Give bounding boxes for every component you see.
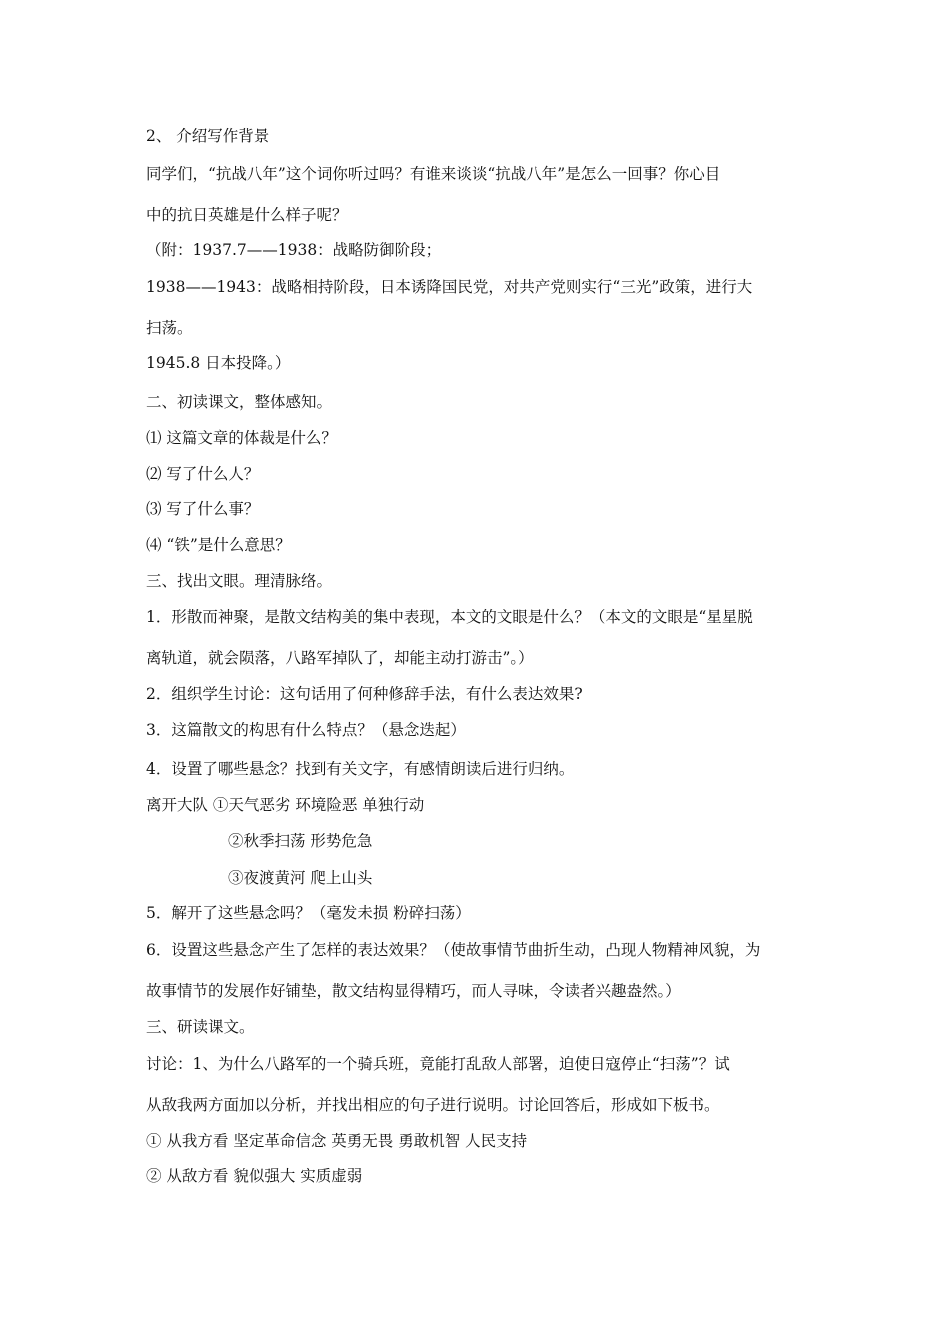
question-item: ⑶ 写了什么事？ [146,500,260,518]
board-summary-line: ② 从敌方看 貌似强大 实质虚弱 [146,1167,363,1185]
outline-line: ③夜渡黄河 爬上山头 [228,869,373,887]
paragraph-line: 同学们，“抗战八年”这个词你听过吗？有谁来谈谈“抗战八年”是怎么一回事？你心目 [146,165,721,183]
paragraph-line: （附：1937.7——1938：战略防御阶段； [146,241,442,259]
paragraph-line: 1945.8 日本投降。） [146,354,291,372]
paragraph-line: 从敌我两方面加以分析，并找出相应的句子进行说明。讨论回答后，形成如下板书。 [146,1096,720,1114]
paragraph-line: 1938——1943：战略相持阶段，日本诱降国民党，对共产党则实行“三光”政策，进行大 [146,278,753,296]
question-item: ⑷ “铁”是什么意思？ [146,536,291,554]
section-heading: 三、研读课文。 [146,1018,255,1036]
section-heading: 2、 介绍写作背景 [146,127,270,145]
paragraph-line: 6．设置这些悬念产生了怎样的表达效果？（使故事情节曲折生动，凸现人物精神风貌，为 [146,941,761,959]
paragraph-line: 5．解开了这些悬念吗？（毫发未损 粉碎扫荡） [146,904,471,922]
outline-line: 离开大队 ①天气恶劣 环境险恶 单独行动 [146,796,425,814]
question-item: ⑴ 这篇文章的体裁是什么？ [146,429,337,447]
outline-line: ②秋季扫荡 形势危急 [228,832,373,850]
paragraph-line: 离轨道，就会陨落，八路军掉队了，却能主动打游击”。） [146,649,534,667]
paragraph-line: 扫荡。 [146,319,193,337]
paragraph-line: 故事情节的发展作好铺垫，散文结构显得精巧，而人寻味，令读者兴趣盎然。） [146,982,681,1000]
section-heading: 三、找出文眼。理清脉络。 [146,572,333,590]
paragraph-line: 3．这篇散文的构思有什么特点？（悬念迭起） [146,721,466,739]
paragraph-line: 1．形散而神聚，是散文结构美的集中表现，本文的文眼是什么？（本文的文眼是“星星脱 [146,608,753,626]
paragraph-line: 2．组织学生讨论：这句话用了何种修辞手法，有什么表达效果? [146,685,583,703]
paragraph-line: 中的抗日英雄是什么样子呢？ [146,206,348,224]
paragraph-line: 讨论：1、为什么八路军的一个骑兵班，竟能打乱敌人部署，迫使日寇停止“扫荡”？试 [146,1055,730,1073]
question-item: ⑵ 写了什么人？ [146,465,260,483]
board-summary-line: ① 从我方看 坚定革命信念 英勇无畏 勇敢机智 人民支持 [146,1132,528,1150]
section-heading: 二、初读课文，整体感知。 [146,393,333,411]
paragraph-line: 4．设置了哪些悬念？找到有关文字，有感情朗读后进行归纳。 [146,760,575,778]
